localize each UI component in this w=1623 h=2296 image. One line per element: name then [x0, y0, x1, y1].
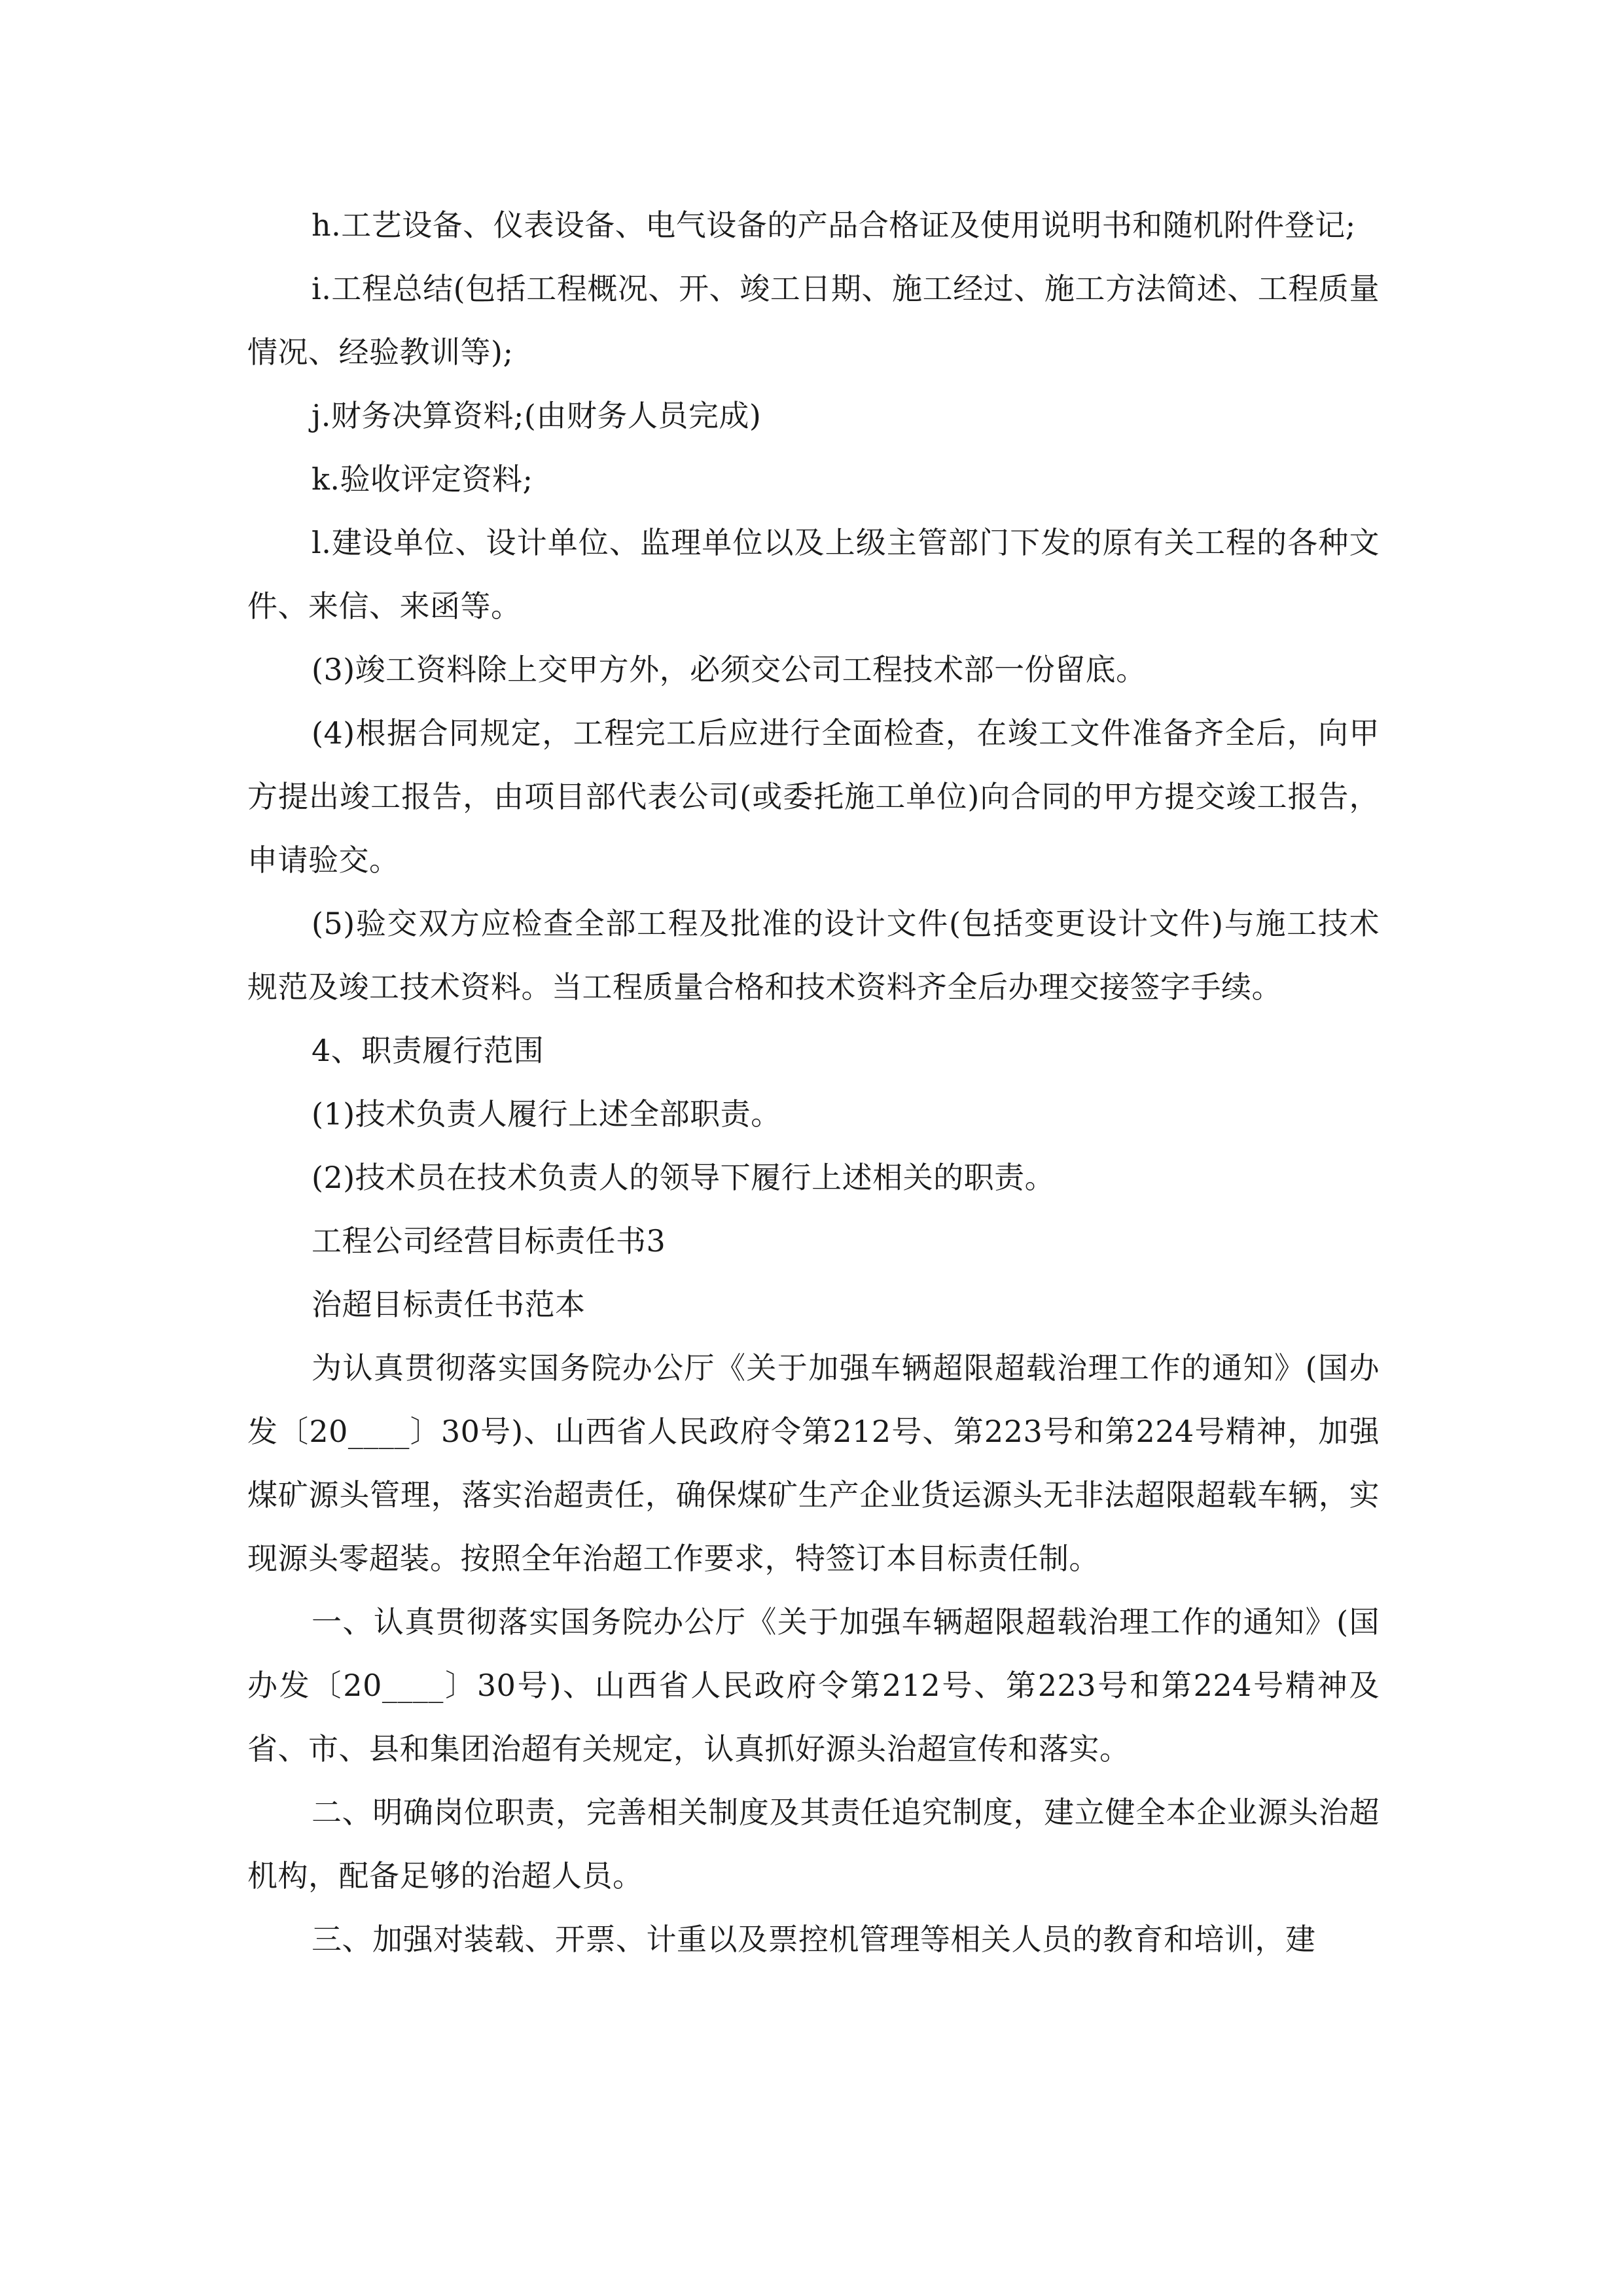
- paragraph-j-financial-accounts: j.财务决算资料;(由财务人员完成): [312, 398, 762, 433]
- document-body: [247, 194, 1380, 1971]
- paragraph-3-completion-materials: (3)竣工资料除上交甲方外，必须交公司工程技术部一份留底。: [312, 652, 1147, 687]
- paragraph-item-three: 三、加强对装载、开票、计重以及票控机管理等相关人员的教育和培训，建: [312, 1922, 1316, 1957]
- section-heading-responsibilities: 4、职责履行范围: [312, 1033, 544, 1068]
- paragraph-1-technical-lead: (1)技术负责人履行上述全部职责。: [312, 1096, 781, 1132]
- paragraph-intro: 为认真贯彻落实国务院办公厅《关于加强车辆超限超载治理工作的通知》(国办发〔20____〕30号)、山西省人民政府令第212号、第223号和第224号精神，加强煤矿源头管理，落实治超责任，确保煤矿生产企业货运源头无非法超限超载车辆，实现源头零超装。按照全年治超工作要求，特签订本目标责任制。: [247, 1350, 1380, 1576]
- paragraph-i-project-summary: i.工程总结(包括工程概况、开、竣工日期、施工经过、施工方法简述、工程质量情况、经验教训等);: [247, 271, 1380, 370]
- paragraph-item-two: 二、明确岗位职责，完善相关制度及其责任追究制度，建立健全本企业源头治超机构，配备足够的治超人员。: [247, 1795, 1380, 1893]
- paragraph-5-handover: (5)验交双方应检查全部工程及批准的设计文件(包括变更设计文件)与施工技术规范及竣工技术资料。当工程质量合格和技术资料齐全后办理交接签字手续。: [247, 906, 1380, 1005]
- document-title: 工程公司经营目标责任书3: [312, 1223, 666, 1259]
- paragraph-l-documents: l.建设单位、设计单位、监理单位以及上级主管部门下发的原有关工程的各种文件、来信、来函等。: [247, 525, 1380, 624]
- document-subtitle: 治超目标责任书范本: [312, 1287, 586, 1322]
- paragraph-h-equipment-certificates: h.工艺设备、仪表设备、电气设备的产品合格证及使用说明书和随机附件登记;: [312, 207, 1356, 243]
- paragraph-4-completion-report: (4)根据合同规定，工程完工后应进行全面检查，在竣工文件准备齐全后，向甲方提出竣工报告，由项目部代表公司(或委托施工单位)向合同的甲方提交竣工报告，申请验交。: [247, 715, 1380, 878]
- paragraph-item-one: 一、认真贯彻落实国务院办公厅《关于加强车辆超限超载治理工作的通知》(国办发〔20____〕30号)、山西省人民政府令第212号、第223号和第224号精神及省、市、县和集团治超有关规定，认真抓好源头治超宣传和落实。: [247, 1604, 1380, 1767]
- paragraph-2-technician: (2)技术员在技术负责人的领导下履行上述相关的职责。: [312, 1160, 1056, 1195]
- paragraph-k-acceptance-materials: k.验收评定资料;: [312, 461, 533, 497]
